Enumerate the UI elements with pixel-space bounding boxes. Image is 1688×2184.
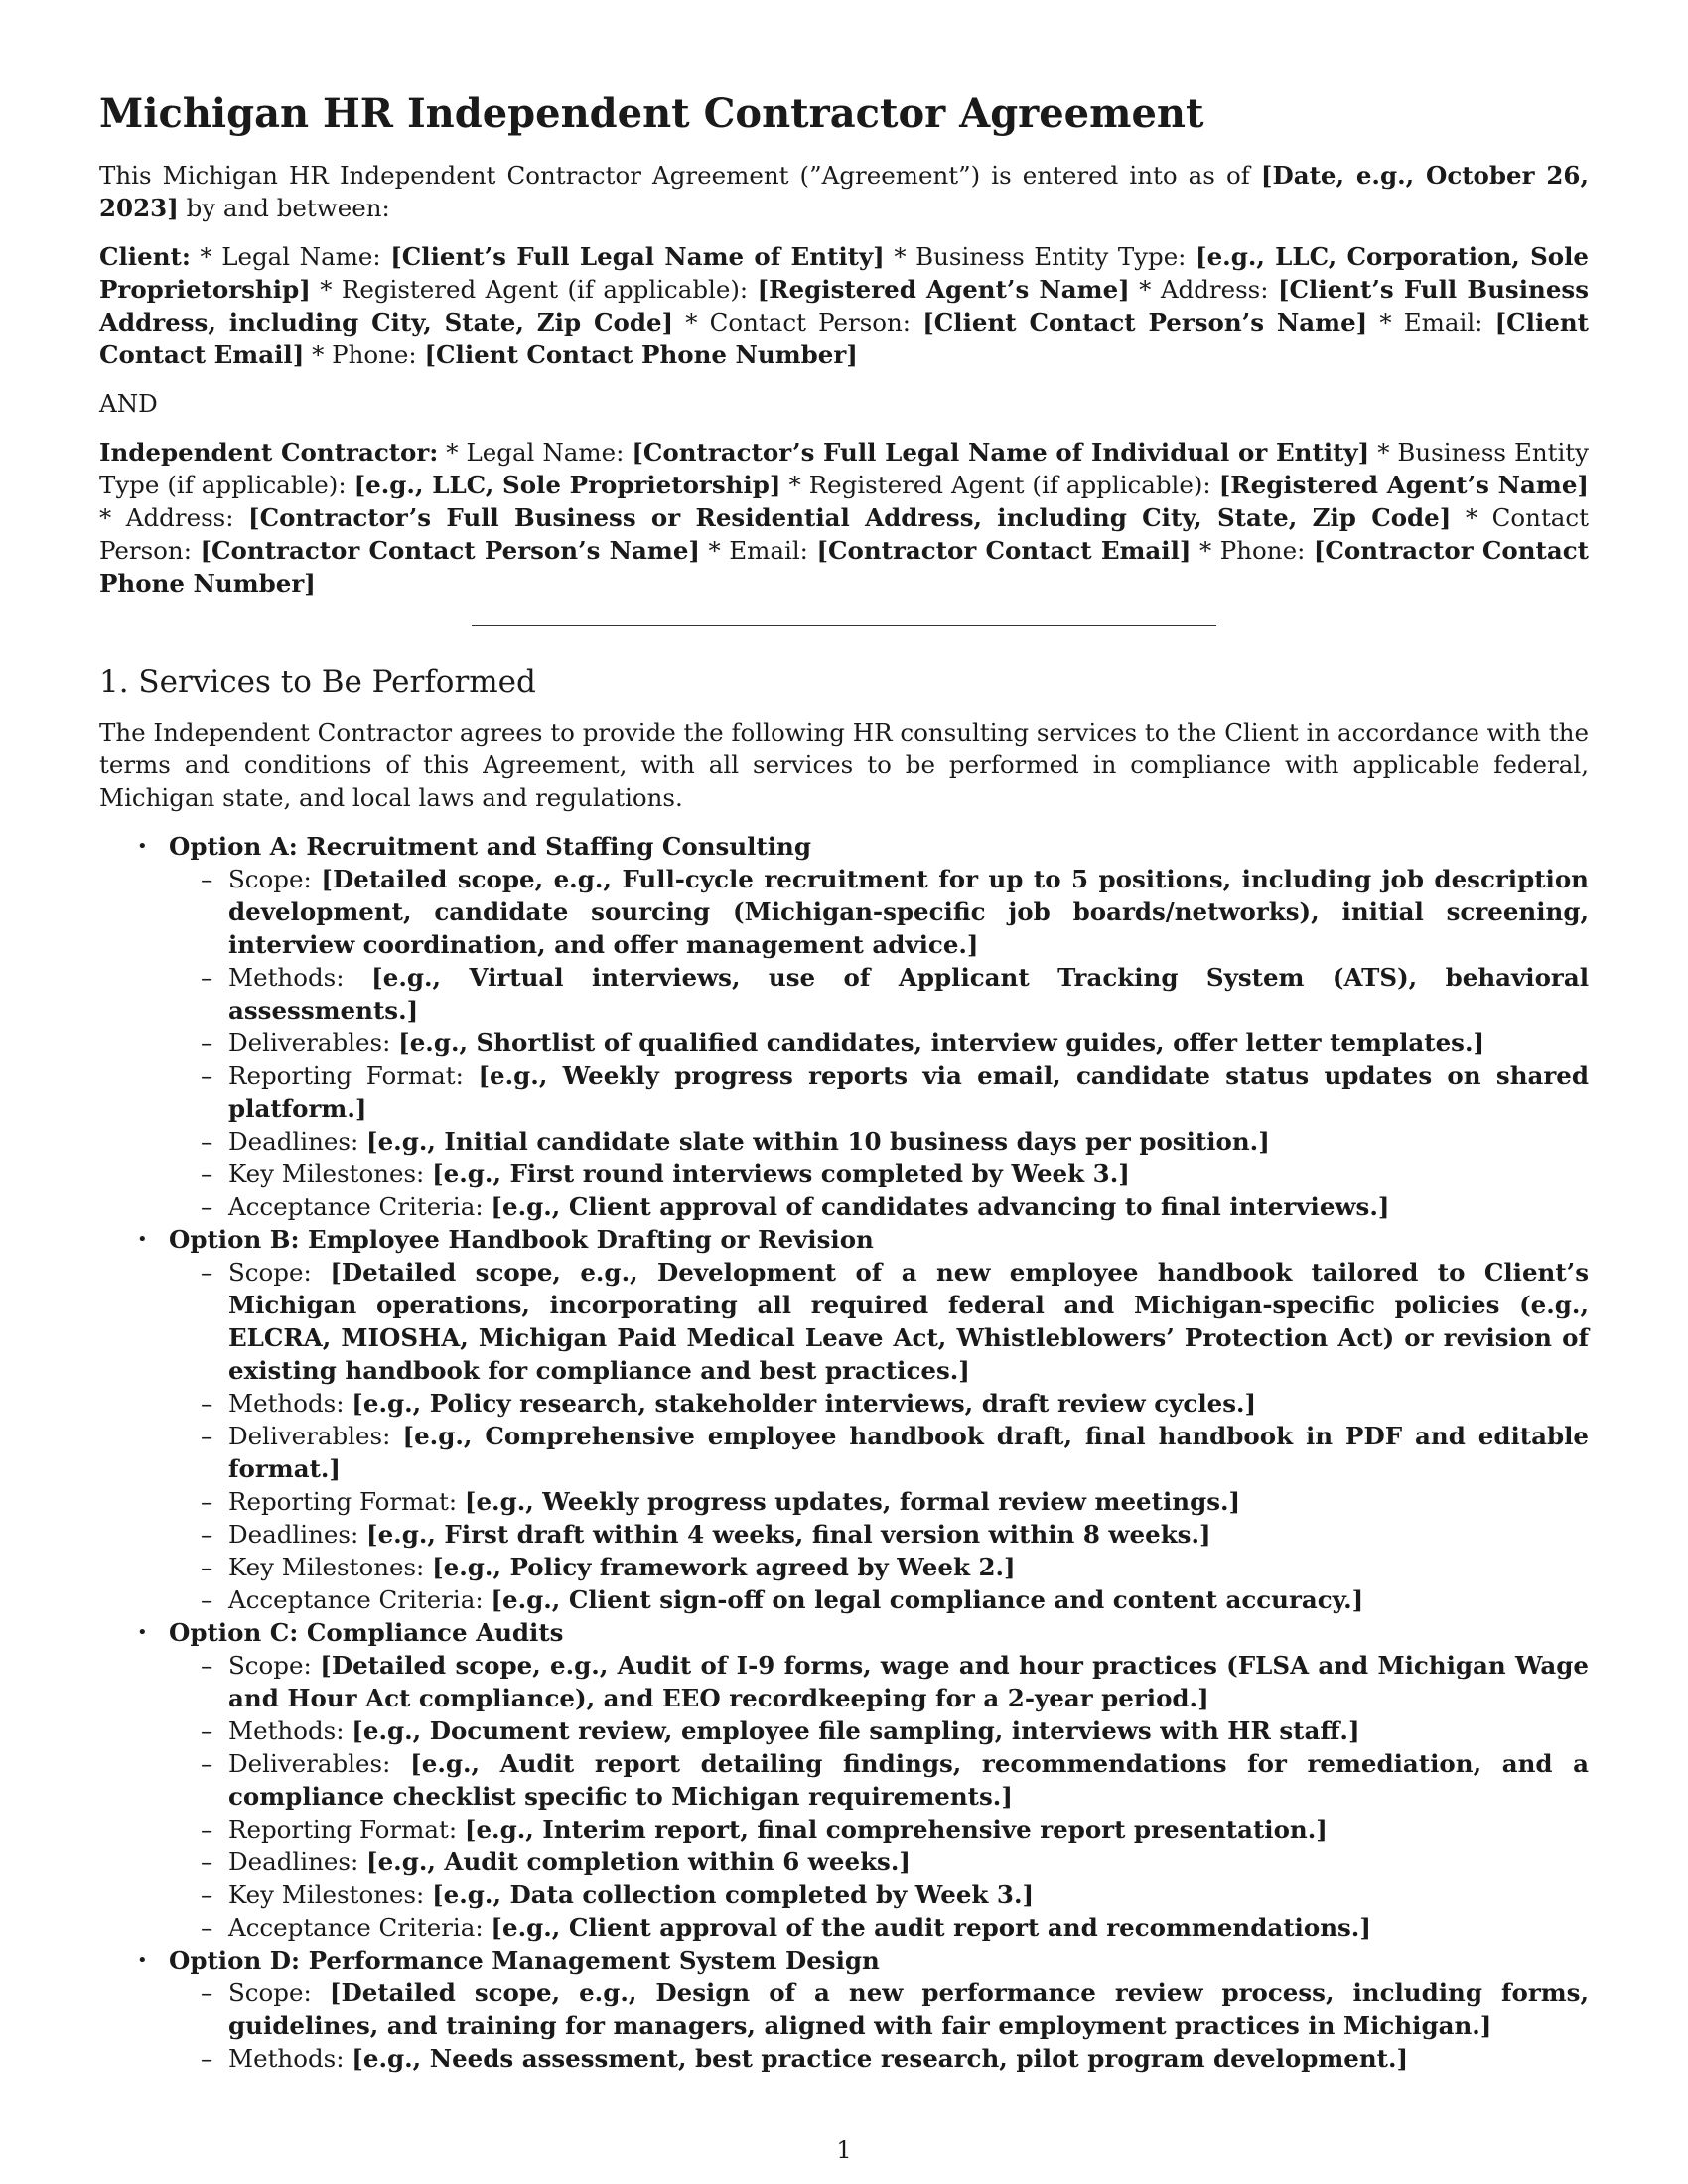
dash-icon: – <box>201 963 213 992</box>
detail-value: [e.g., Audit report detailing findings, recommendations for remediation, and a compliance checklist specific to Michigan requirements.] <box>228 1749 1589 1811</box>
options-list <box>99 830 1589 2075</box>
client-agent-label: * Registered Agent (if applicable): <box>310 275 758 304</box>
detail-item <box>169 1387 1589 1420</box>
contractor-email-label: * Email: <box>700 536 817 565</box>
detail-value: [Detailed scope, e.g., Full-cycle recruitment for up to 5 positions, including job description development, candidate sourcing (Michigan-specific job boards/networks), initial screening, interview coordination, and offer management advice.] <box>228 865 1589 959</box>
detail-value: [e.g., Document review, employee file sampling, interviews with HR staff.] <box>352 1716 1360 1745</box>
detail-item <box>169 1583 1589 1616</box>
dash-icon: – <box>201 1520 213 1549</box>
client-address: [Client’s Full Business Address, including City, State, Zip Code] <box>99 275 1589 337</box>
detail-value: [e.g., Policy framework agreed by Week 2.] <box>432 1553 1016 1581</box>
detail-value: [e.g., Data collection completed by Week 3.] <box>432 1880 1035 1909</box>
client-email-label: * Email: <box>1367 308 1495 337</box>
client-phone: [Client Contact Phone Number] <box>424 341 858 369</box>
client-agent: [Registered Agent’s Name] <box>757 275 1130 304</box>
contractor-paragraph <box>99 436 1589 600</box>
detail-item <box>169 863 1589 961</box>
detail-value: [e.g., First draft within 4 weeks, final version within 8 weeks.] <box>366 1520 1211 1549</box>
contractor-entity-label: * Business Entity Type (if applicable): <box>99 438 1589 499</box>
detail-label: Key Milestones: <box>228 1160 433 1188</box>
option-details <box>169 1977 1589 2075</box>
detail-item <box>169 961 1589 1026</box>
option-item <box>99 1944 1589 2075</box>
bullet-icon: • <box>137 1229 148 1250</box>
detail-value: [e.g., Initial candidate slate within 10 business days per position.] <box>366 1127 1270 1156</box>
contractor-phone-label: * Phone: <box>1191 536 1314 565</box>
dash-icon: – <box>201 1585 213 1614</box>
contractor-legal-name: [Contractor’s Full Legal Name of Individual or Entity] <box>632 438 1370 467</box>
detail-label: Methods: <box>228 1389 352 1418</box>
contractor-entity: [e.g., LLC, Sole Proprietorship] <box>353 471 781 499</box>
detail-label: Reporting Format: <box>228 1815 465 1843</box>
detail-value: [Detailed scope, e.g., Development of a new employee handbook tailored to Client’s Michigan operations, incorporating all required federal and Michigan-specific policies (e.g., ELCRA, MIOSHA, Michigan Paid Medical Leave Act, Whistleblowers’ Protection Act) or revision of existing handbook for compliance and best practices.] <box>228 1258 1589 1385</box>
detail-item <box>169 2042 1589 2075</box>
detail-label: Reporting Format: <box>228 1487 465 1516</box>
option-item <box>99 830 1589 1223</box>
client-paragraph <box>99 240 1589 371</box>
option-title: Option D: Performance Management System Design <box>169 1946 880 1975</box>
document-title: Michigan HR Independent Contractor Agreement <box>99 90 1204 137</box>
contractor-label: Independent Contractor: <box>99 438 439 467</box>
dash-icon: – <box>201 1192 213 1221</box>
page-number: 1 <box>836 2136 852 2164</box>
detail-label: Acceptance Criteria: <box>228 1585 492 1614</box>
detail-label: Deadlines: <box>228 1127 366 1156</box>
detail-value: [e.g., Client approval of the audit report and recommendations.] <box>491 1913 1371 1942</box>
contractor-contact: [Contractor Contact Person’s Name] <box>200 536 701 565</box>
document-page <box>99 79 1589 2075</box>
detail-item <box>169 1158 1589 1190</box>
detail-item <box>169 1813 1589 1845</box>
dash-icon: – <box>201 1913 213 1942</box>
detail-item <box>169 1878 1589 1911</box>
detail-value: [e.g., Weekly progress updates, formal review meetings.] <box>464 1487 1241 1516</box>
dash-icon: – <box>201 1979 213 2007</box>
detail-label: Reporting Format: <box>228 1061 479 1090</box>
detail-value: [e.g., Client sign-off on legal compliance and content accuracy.] <box>491 1585 1364 1614</box>
option-item <box>99 1616 1589 1944</box>
intro-tail: by and between: <box>178 194 390 222</box>
contractor-agent: [Registered Agent’s Name] <box>1218 471 1589 499</box>
detail-item <box>169 1714 1589 1747</box>
intro-text: This Michigan HR Independent Contractor Agreement (”Agreement”) is entered into as of <box>99 161 1261 190</box>
client-address-label: * Address: <box>1129 275 1278 304</box>
bullet-icon: • <box>137 1622 148 1643</box>
detail-label: Deliverables: <box>228 1422 403 1450</box>
detail-item <box>169 1911 1589 1944</box>
dash-icon: – <box>201 1749 213 1778</box>
detail-value: [e.g., Interim report, final comprehensive report presentation.] <box>464 1815 1328 1843</box>
detail-label: Key Milestones: <box>228 1880 433 1909</box>
detail-item <box>169 1551 1589 1583</box>
detail-value: [Detailed scope, e.g., Audit of I-9 forms, wage and hour practices (FLSA and Michigan Wage and Hour Act compliance), and EEO recordkeeping for a 2-year period.] <box>228 1651 1589 1712</box>
section-body: The Independent Contractor agrees to provide the following HR consulting services to the Client in accordance with the terms and conditions of this Agreement, with all services to be performed in compliance with applicable federal, Michigan state, and local laws and regulations. <box>99 718 1589 812</box>
detail-item <box>169 1256 1589 1387</box>
detail-item <box>169 1649 1589 1714</box>
contractor-contact-label: * Contact Person: <box>99 503 1589 565</box>
client-legal-name-label: * Legal Name: <box>190 242 391 271</box>
detail-value: [e.g., Comprehensive employee handbook draft, final handbook in PDF and editable format.] <box>228 1422 1589 1483</box>
detail-item <box>169 1845 1589 1878</box>
dash-icon: – <box>201 2044 213 2073</box>
contractor-address-label: * Address: <box>99 503 249 532</box>
detail-label: Methods: <box>228 963 372 992</box>
option-title: Option A: Recruitment and Staffing Consulting <box>169 832 812 861</box>
dash-icon: – <box>201 1061 213 1090</box>
client-legal-name: [Client’s Full Legal Name of Entity] <box>390 242 885 271</box>
detail-value: [e.g., First round interviews completed by Week 3.] <box>432 1160 1130 1188</box>
detail-item <box>169 1485 1589 1518</box>
detail-item <box>169 1026 1589 1059</box>
detail-label: Deliverables: <box>228 1028 399 1057</box>
client-phone-label: * Phone: <box>304 341 425 369</box>
detail-label: Deadlines: <box>228 1847 366 1876</box>
option-item <box>99 1223 1589 1616</box>
detail-item <box>169 1190 1589 1223</box>
option-title: Option C: Compliance Audits <box>169 1618 564 1647</box>
dash-icon: – <box>201 1487 213 1516</box>
client-contact-label: * Contact Person: <box>673 308 923 337</box>
dash-icon: – <box>201 1651 213 1680</box>
contractor-legal-name-label: * Legal Name: <box>438 438 633 467</box>
client-contact: [Client Contact Person’s Name] <box>922 308 1368 337</box>
dash-icon: – <box>201 1258 213 1287</box>
client-entity: [e.g., LLC, Corporation, Sole Proprietorship] <box>99 242 1590 304</box>
horizontal-rule <box>472 625 1216 626</box>
detail-value: [e.g., Needs assessment, best practice research, pilot program development.] <box>352 2044 1409 2073</box>
detail-label: Scope: <box>228 865 322 893</box>
detail-label: Deliverables: <box>228 1749 411 1778</box>
detail-item <box>169 1125 1589 1158</box>
detail-label: Acceptance Criteria: <box>228 1913 492 1942</box>
intro-paragraph <box>99 159 1589 224</box>
bullet-icon: • <box>137 1950 148 1971</box>
detail-label: Scope: <box>228 1651 321 1680</box>
option-details <box>169 863 1589 1223</box>
detail-item <box>169 1059 1589 1125</box>
dash-icon: – <box>201 1880 213 1909</box>
detail-value: [e.g., Weekly progress reports via email, candidate status updates on shared platform.] <box>228 1061 1590 1123</box>
option-details <box>169 1649 1589 1944</box>
detail-label: Acceptance Criteria: <box>228 1192 492 1221</box>
dash-icon: – <box>201 1389 213 1418</box>
option-title: Option B: Employee Handbook Drafting or Revision <box>169 1225 874 1254</box>
contractor-phone: [Contractor Contact Phone Number] <box>99 536 1589 598</box>
detail-value: [e.g., Virtual interviews, use of Applicant Tracking System (ATS), behavioral assessments.] <box>228 963 1589 1024</box>
detail-value: [e.g., Shortlist of qualified candidates, interview guides, offer letter templates.] <box>398 1028 1485 1057</box>
dash-icon: – <box>201 1160 213 1188</box>
contractor-agent-label: * Registered Agent (if applicable): <box>780 471 1219 499</box>
detail-label: Key Milestones: <box>228 1553 433 1581</box>
detail-item <box>169 1977 1589 2042</box>
client-label: Client: <box>99 242 191 271</box>
detail-label: Scope: <box>228 1258 331 1287</box>
contractor-address: [Contractor’s Full Business or Residential Address, including City, State, Zip Code] <box>248 503 1452 532</box>
detail-label: Methods: <box>228 1716 352 1745</box>
dash-icon: – <box>201 1553 213 1581</box>
client-email: [Client Contact Email] <box>99 308 1589 369</box>
dash-icon: – <box>201 865 213 893</box>
section-heading: 1. Services to Be Performed <box>99 664 536 700</box>
and-separator: AND <box>99 389 158 418</box>
detail-label: Scope: <box>228 1979 330 2007</box>
detail-label: Deadlines: <box>228 1520 366 1549</box>
dash-icon: – <box>201 1815 213 1843</box>
client-entity-label: * Business Entity Type: <box>884 242 1196 271</box>
detail-value: [Detailed scope, e.g., Design of a new performance review process, including forms, guidelines, and training for managers, aligned with fair employment practices in Michigan.] <box>228 1979 1589 2040</box>
detail-value: [e.g., Policy research, stakeholder interviews, draft review cycles.] <box>352 1389 1257 1418</box>
detail-value: [e.g., Audit completion within 6 weeks.] <box>366 1847 911 1876</box>
dash-icon: – <box>201 1847 213 1876</box>
dash-icon: – <box>201 1127 213 1156</box>
dash-icon: – <box>201 1028 213 1057</box>
dash-icon: – <box>201 1716 213 1745</box>
contractor-email: [Contractor Contact Email] <box>816 536 1192 565</box>
option-details <box>169 1256 1589 1616</box>
detail-item <box>169 1518 1589 1551</box>
detail-item <box>169 1747 1589 1813</box>
detail-value: [e.g., Client approval of candidates advancing to final interviews.] <box>491 1192 1390 1221</box>
bullet-icon: • <box>137 836 148 857</box>
detail-item <box>169 1420 1589 1485</box>
dash-icon: – <box>201 1422 213 1450</box>
intro-date: [Date, e.g., October 26, 2023] <box>99 161 1589 222</box>
detail-label: Methods: <box>228 2044 352 2073</box>
